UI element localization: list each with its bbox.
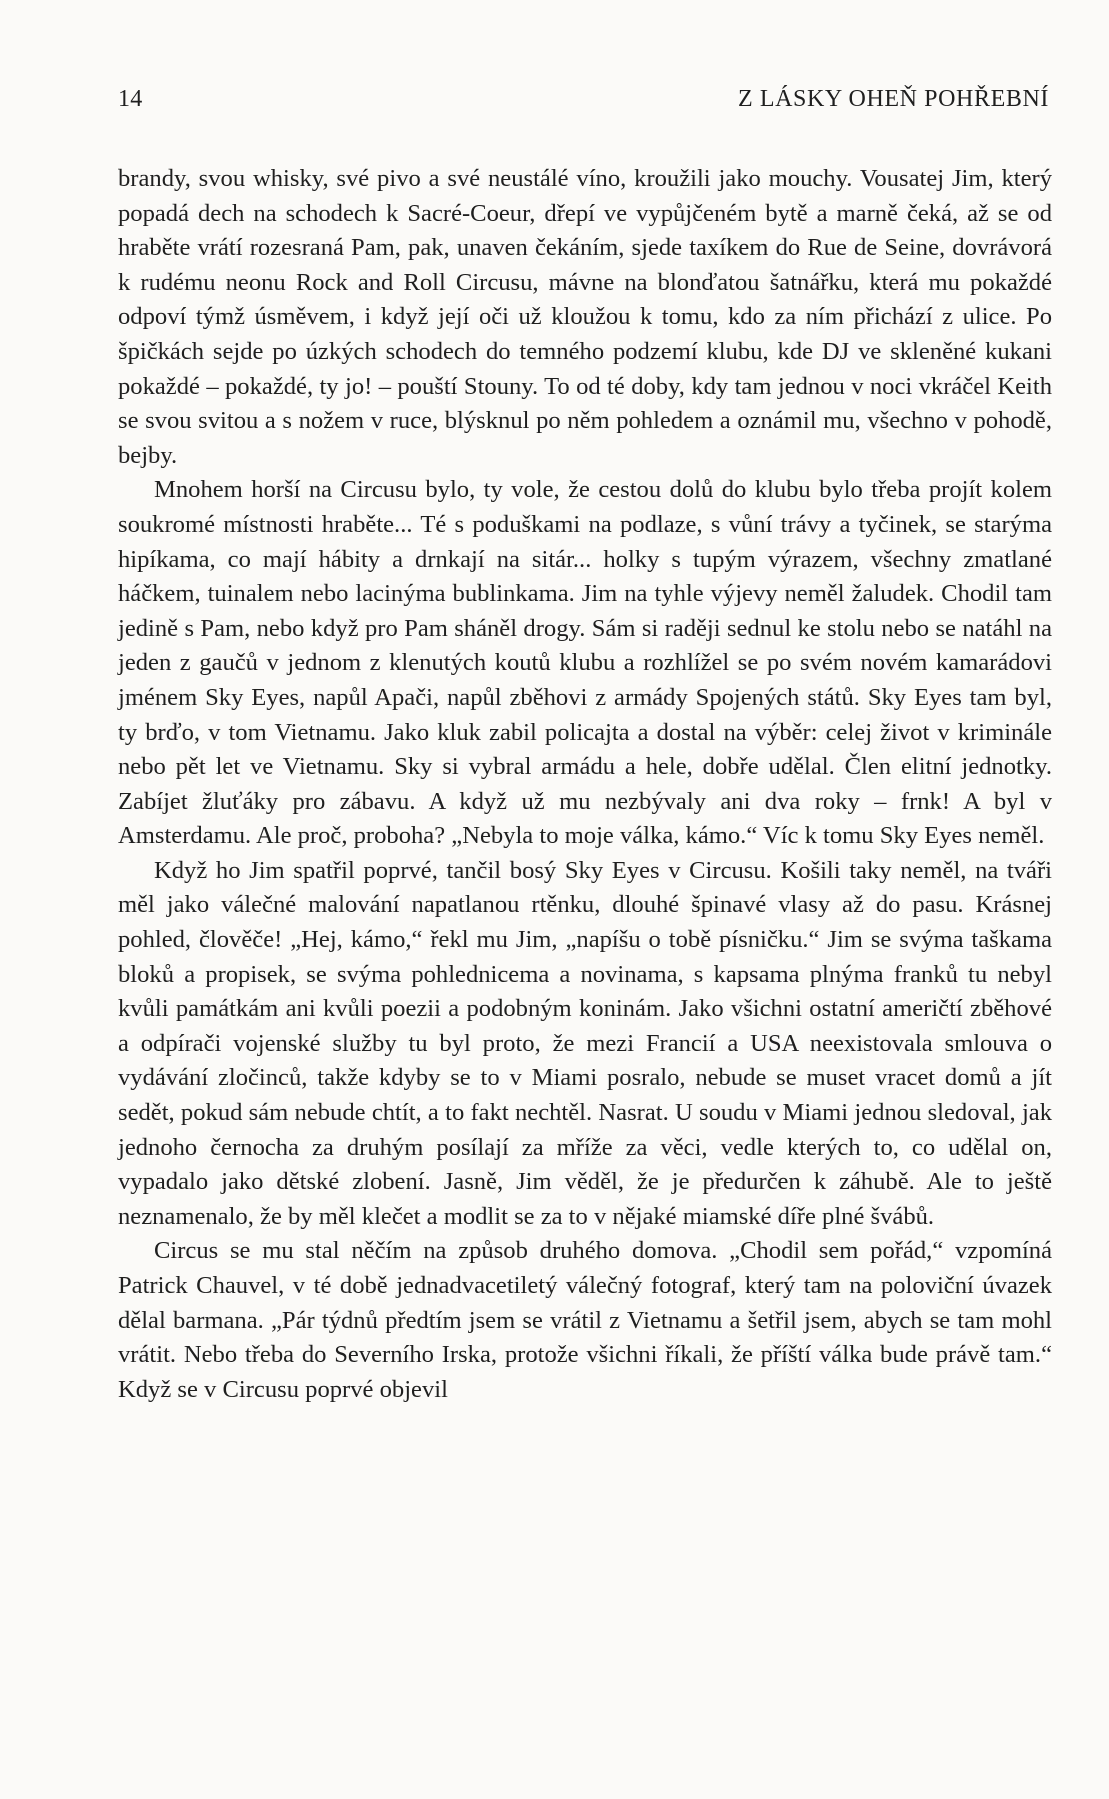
paragraph: Když ho Jim spatřil poprvé, tančil bosý Sky Eyes v Circusu. Košili taky neměl, na tváři měl jako válečné malování napatlanou rtěnku, dlouhé špinavé vlasy až do pasu. Krásnej pohled, člověče! „Hej, kámo,“ řekl mu Jim, „napíšu o tobě písničku.“ Jim se svýma taškama bloků a propisek, se svýma pohlednicema a novinama, s kapsama plnýma franků tu nebyl kvůli památkám ani kvůli poezii a podobným koninám. Jako všichni ostatní američtí zběhové a odpírači vojenské služby tu byl proto, že mezi Francií a USA neexistovala smlouva o vydávání zločinců, takže kdyby se to v Miami posralo, nebude se muset vracet domů a jít sedět, pokud sám nebude chtít, a to fakt nechtěl. Nasrat. U soudu v Miami jednou sledoval, jak jednoho černocha za druhým posílají za mříže za věci, vedle kterých to, co udělal on, vypadalo jako dětské zlobení. Jasně, Jim věděl, že je předurčen k záhubě. Ale to ještě neznamenalo, že by měl klečet a modlit se za to v nějaké miamské díře plné švábů. (118, 856, 1052, 1230)
page-number: 14 (118, 86, 143, 112)
chapter-title: Z LÁSKY OHEŇ POHŘEBNÍ (737, 86, 1049, 112)
running-head (118, 86, 1049, 126)
paragraph: Circus se mu stal něčím na způsob druhého domova. „Chodil sem pořád,“ vzpomíná Patrick Chauvel, v té době jednadvacetiletý válečný fotograf, který tam na poloviční úvazek dělal barmana. „Pár týdnů předtím jsem se vrátil z Vietnamu a šetřil jsem, abych se tam mohl vrátit. Nebo třeba do Severního Irska, protože všichni říkali, že příští válka bude právě tam.“ Když se v Circusu poprvé objevil (118, 1237, 1052, 1403)
body-text (118, 162, 1052, 1407)
paragraph: brandy, svou whisky, své pivo a své neustálé víno, kroužili jako mouchy. Vousatej Jim, který popadá dech na schodech k Sacré-Coeur, dřepí ve vypůjčeném bytě a marně čeká, až se od hraběte vrátí rozesraná Pam, pak, unaven čekáním, sjede taxíkem do Rue de Seine, dovrávorá k rudému neonu Rock and Roll Circusu, mávne na blonďatou šatnářku, která mu pokaždé odpoví týmž úsměvem, i když její oči už kloužou k tomu, kdo za ním přichází z ulice. Po špičkách sejde po úzkých schodech do temného podzemí klubu, kde DJ ve skleněné kukani pokaždé – pokaždé, ty jo! – pouští Stouny. To od té doby, kdy tam jednou v noci vkráčel Keith se svou svitou a s nožem v ruce, blýsknul po něm pohledem a oznámil mu, všechno v pohodě, bejby. (118, 165, 1052, 469)
paragraph: Mnohem horší na Circusu bylo, ty vole, že cestou dolů do klubu bylo třeba projít kolem soukromé místnosti hraběte... Té s poduškami na podlaze, s vůní trávy a tyčinek, se starýma hipíkama, co mají hábity a drnkají na sitár... holky s tupým výrazem, všechny zmatlané háčkem, tuinalem nebo lacinýma bublinkama. Jim na tyhle výjevy neměl žaludek. Chodil tam jedině s Pam, nebo když pro Pam sháněl drogy. Sám si raději sednul ke stolu nebo se natáhl na jeden z gaučů v jednom z klenutých koutů klubu a rozhlížel se po svém novém kamarádovi jménem Sky Eyes, napůl Apači, napůl zběhovi z armády Spojených států. Sky Eyes tam byl, ty brďo, v tom Vietnamu. Jako kluk zabil policajta a dostal na výběr: celej život v kriminále nebo pět let ve Vietnamu. Sky si vybral armádu a hele, dobře udělal. Člen elitní jednotky. Zabíjet žluťáky pro zábavu. A když už mu nezbývaly ani dva roky – frnk! A byl v Amsterdamu. Ale proč, proboha? „Nebyla to moje válka, kámo.“ Víc k tomu Sky Eyes neměl. (118, 476, 1052, 850)
